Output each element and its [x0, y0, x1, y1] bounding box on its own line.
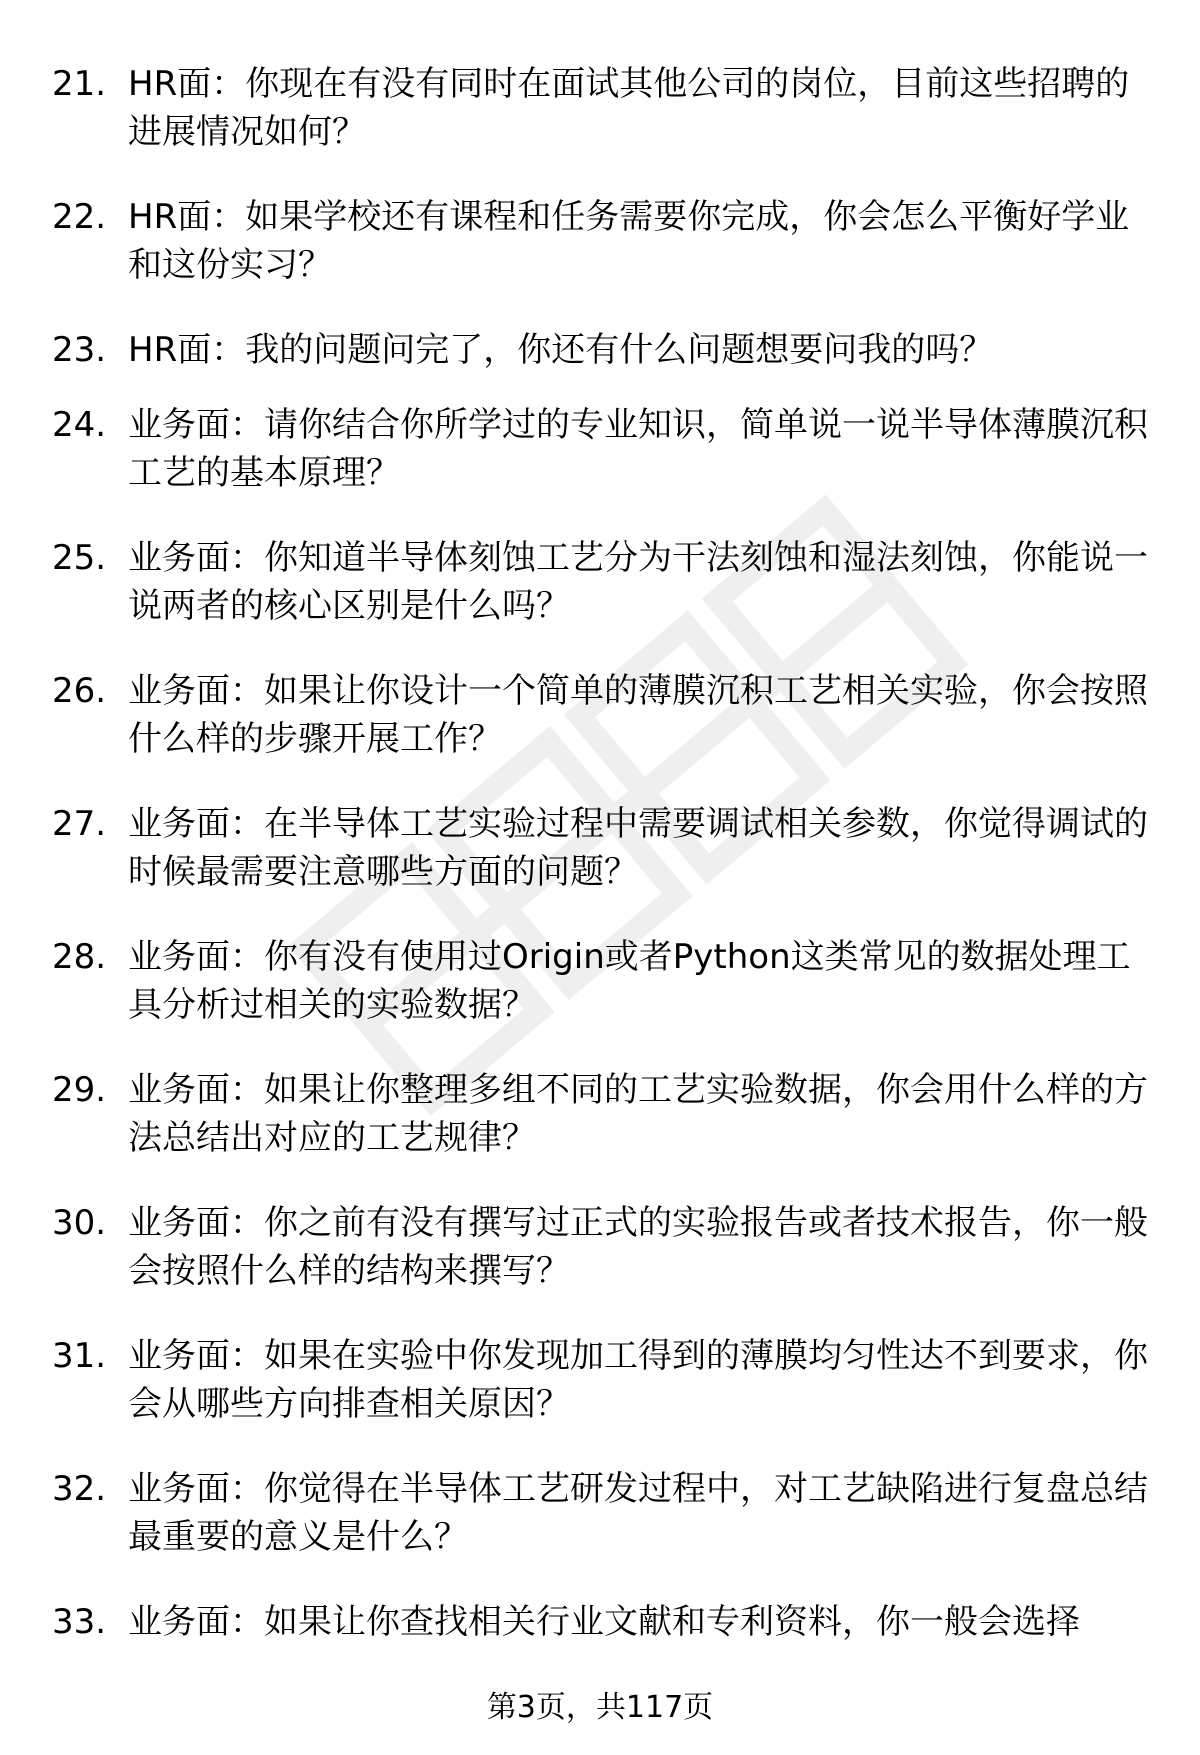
question-text: HR面：你现在有没有同时在面试其他公司的岗位，目前这些招聘的进展情况如何？ [128, 64, 1130, 152]
question-number: 28. [52, 937, 107, 977]
question-item-23 [52, 326, 1162, 401]
question-text: 业务面：你觉得在半导体工艺研发过程中，对工艺缺陷进行复盘总结最重要的意义是什么？ [128, 1469, 1148, 1557]
question-text: HR面：如果学校还有课程和任务需要你完成，你会怎么平衡好学业和这份实习？ [128, 197, 1130, 285]
question-text: 业务面：如果让你设计一个简单的薄膜沉积工艺相关实验，你会按照什么样的步骤开展工作？ [128, 671, 1148, 759]
question-number: 26. [52, 671, 107, 711]
question-number: 24. [52, 405, 107, 445]
question-text: HR面：我的问题问完了，你还有什么问题想要问我的吗？ [128, 330, 994, 370]
question-number: 32. [52, 1469, 107, 1509]
page-footer: 第3页，共117页 [486, 1690, 714, 1725]
question-item-21 [52, 60, 1162, 193]
question-number: 21. [52, 64, 107, 104]
question-text: 业务面：你之前有没有撰写过正式的实验报告或者技术报告，你一般会按照什么样的结构来撰写？ [128, 1203, 1148, 1291]
question-text: 业务面：你有没有使用过Origin或者Python这类常见的数据处理工具分析过相关的实验数据？ [128, 937, 1131, 1025]
question-text: 业务面：请你结合你所学过的专业知识，简单说一说半导体薄膜沉积工艺的基本原理？ [128, 405, 1148, 493]
question-item-26 [52, 667, 1162, 800]
question-number: 31. [52, 1336, 107, 1376]
question-item-31 [52, 1332, 1162, 1465]
question-number: 25. [52, 538, 107, 578]
question-item-24 [52, 401, 1162, 534]
question-text: 业务面：你知道半导体刻蚀工艺分为干法刻蚀和湿法刻蚀，你能说一说两者的核心区别是什么吗？ [128, 538, 1148, 626]
question-text: 业务面：在半导体工艺实验过程中需要调试相关参数，你觉得调试的时候最需要注意哪些方面的问题？ [128, 804, 1148, 892]
question-item-30 [52, 1199, 1162, 1332]
question-item-28 [52, 933, 1162, 1066]
question-text: 业务面：如果让你整理多组不同的工艺实验数据，你会用什么样的方法总结出对应的工艺规律？ [128, 1070, 1148, 1158]
question-item-27 [52, 800, 1162, 933]
question-text: 业务面：如果让你查找相关行业文献和专利资料，你一般会选择 [128, 1602, 1080, 1642]
question-item-22 [52, 193, 1162, 326]
question-number: 22. [52, 197, 107, 237]
question-list [52, 60, 1162, 1673]
question-number: 30. [52, 1203, 107, 1243]
question-item-25 [52, 534, 1162, 667]
question-number: 27. [52, 804, 107, 844]
question-number: 23. [52, 330, 107, 370]
question-item-33 [52, 1598, 1162, 1673]
question-item-29 [52, 1066, 1162, 1199]
question-number: 33. [52, 1602, 107, 1642]
question-number: 29. [52, 1070, 107, 1110]
question-text: 业务面：如果在实验中你发现加工得到的薄膜均匀性达不到要求，你会从哪些方向排查相关原因？ [128, 1336, 1148, 1424]
question-item-32 [52, 1465, 1162, 1598]
